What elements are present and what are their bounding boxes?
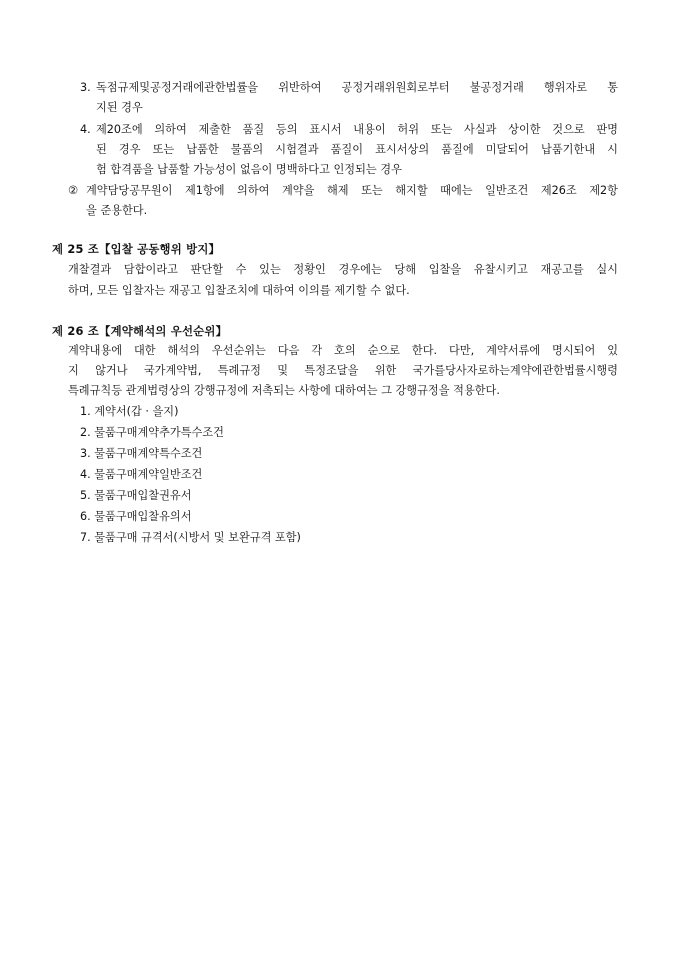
item-3-line-2: 지된 경우 <box>96 101 143 114</box>
priority-list-item: 4. 물품구매계약일반조건 <box>80 468 203 481</box>
paragraph-2-line-2: 을 준용한다. <box>86 204 148 217</box>
article-26-title: 제 26 조【계약해석의 우선순위】 <box>52 324 228 338</box>
priority-list-item: 5. 물품구매입찰권유서 <box>80 489 192 502</box>
item-4-line-3: 험 합격품을 납품할 가능성이 없음이 명백하다고 인정되는 경우 <box>96 163 402 176</box>
article-26-line-3: 특례규칙등 관계법령상의 강행규정에 저촉되는 사항에 대하여는 그 강행규정을 적용한다. <box>68 384 500 397</box>
item-4-line-2: 된 경우 또는 납품한 물품의 시험결과 품질이 표시서상의 품질에 미달되어 납품기한내 시 <box>96 143 618 156</box>
item-4-number: 4. <box>80 123 91 136</box>
article-25-line-2: 하며, 모든 입찰자는 재공고 입찰조치에 대하여 이의를 제기할 수 없다. <box>68 284 410 297</box>
item-3-number: 3. <box>80 81 91 94</box>
article-26-line-1: 계약내용에 대한 해석의 우선순위는 다음 각 호의 순으로 한다. 다만, 계약서류에 명시되어 있 <box>68 344 618 357</box>
paragraph-2-line-1: 계약담당공무원이 제1항에 의하여 계약을 해제 또는 해지할 때에는 일반조건 제26조 제2항 <box>86 184 618 197</box>
priority-list-item: 7. 물품구매 규격서(시방서 및 보완규격 포함) <box>80 531 301 544</box>
priority-list-item: 2. 물품구매계약추가특수조건 <box>80 426 224 439</box>
priority-list-item: 3. 물품구매계약특수조건 <box>80 447 203 460</box>
paragraph-2-number: ② <box>68 184 79 197</box>
article-25-line-1: 개찰결과 담합이라고 판단할 수 있는 정황인 경우에는 당해 입찰을 유찰시키고 재공고를 실시 <box>68 263 618 276</box>
item-4-line-1: 제20조에 의하여 제출한 품질 등의 표시서 내용이 허위 또는 사실과 상이한 것으로 판명 <box>96 123 618 136</box>
priority-list-item: 1. 계약서(갑 · 을지) <box>80 405 179 418</box>
item-3-line-1: 독점규제및공정거래에관한법률을 위반하여 공정거래위원회로부터 불공정거래 행위자로 통 <box>96 81 618 94</box>
article-26-line-2: 지 않거나 국가계약법, 특례규정 및 특정조달을 위한 국가를당사자로하는계약에관한법률시행령 <box>68 364 618 377</box>
article-25-title: 제 25 조【입찰 공동행위 방지】 <box>52 242 221 256</box>
priority-list-item: 6. 물품구매입찰유의서 <box>80 510 192 523</box>
